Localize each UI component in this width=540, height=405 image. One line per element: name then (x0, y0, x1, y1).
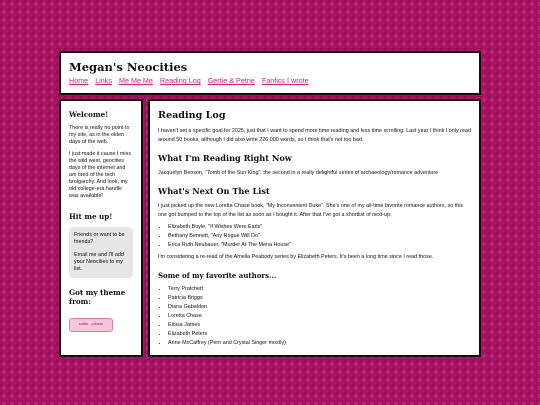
welcome-heading: Welcome! (69, 110, 109, 119)
list-item: • Loretta Chase (168, 312, 471, 321)
site-title: Megan's Neocities (69, 60, 188, 74)
theme-badge-button[interactable]: sadie . please (69, 318, 113, 332)
contact-paragraph-1: Friends or want to be friends? (74, 232, 125, 245)
contact-box (69, 227, 133, 278)
main-content (148, 99, 481, 357)
favorite-authors-heading: Some of my favorite authors... (158, 271, 277, 280)
theme-heading: Got my theme from: (69, 288, 126, 306)
welcome-paragraph-2: I just made it cause I miss the wild west, geocities days of the internet and am tired of the tech brolgarchy. And look, my old college-era handle was available! (69, 151, 132, 199)
contact-paragraph-2: Email me and I'll add your Neocities to my list. (74, 252, 124, 272)
list-item: • Anne McCaffrey (Pern and Crystal Singer mostly) (168, 339, 471, 348)
list-item: • Eloisa James (168, 321, 471, 330)
reread-paragraph: I'm considering a re-read of the Amelia Peabody series by Elizabeth Peters. It's been a long time since I read those. (158, 254, 434, 260)
current-reading-text: Jacquelyn Benson, "Tomb of the Sun King": the second in a really delightful series of archaeology/romance adventure (158, 170, 439, 176)
page-title: Reading Log (158, 110, 226, 121)
list-item: • Erica Ruth Neubauer, "Murder At The Mena House" (168, 241, 471, 250)
next-book-list (168, 223, 471, 250)
list-item: • Diana Gabaldon (168, 303, 471, 312)
sidebar (59, 99, 143, 357)
hit-me-up-heading: Hit me up! (69, 212, 113, 221)
nav-link-me-me-me[interactable]: Me Me Me (118, 76, 153, 85)
nav-link-home[interactable]: Home (69, 76, 89, 85)
intro-paragraph: I haven't set a specific goal for 2025, just that I want to spend more time reading and less time scrolling. Last year I think I only read around 50 books, although I did also write 226,000 words, so I think that's not too bad. (158, 128, 471, 143)
main-nav (69, 76, 471, 85)
next-list-heading: What's Next On The List (158, 186, 270, 196)
site-header (59, 51, 481, 95)
nav-link-fanfics[interactable]: Fanfics I wrote (261, 76, 309, 85)
list-item: • Terry Pratchett (168, 285, 471, 294)
list-item: • Elizabeth Peters (168, 330, 471, 339)
list-item: • Bethany Bennett, "Any Rogue Will Do" (168, 232, 471, 241)
welcome-paragraph-1: There is really no point to my site, as in the olden days of the web. (69, 125, 130, 145)
nav-link-gertie-petrie[interactable]: Gertie & Petrie (207, 76, 255, 85)
list-item: • Patricia Briggs (168, 294, 471, 303)
nav-link-reading-log[interactable]: Reading Log (159, 76, 201, 85)
current-reading-heading: What I'm Reading Right Now (158, 153, 292, 163)
favorite-authors-list (168, 285, 471, 348)
next-list-intro: I just picked up the new Loretta Chase book, "My Inconvenient Duke". She's one of my all-time favorite romance authors, so this one got bumped to the top of the list as soon as I bought it. After that I've got a shortlist of next-up: (158, 203, 464, 218)
list-item: • Elizabeth Boyle, "If Wishes Were Earls" (168, 223, 471, 232)
nav-link-links[interactable]: Links (95, 76, 112, 85)
